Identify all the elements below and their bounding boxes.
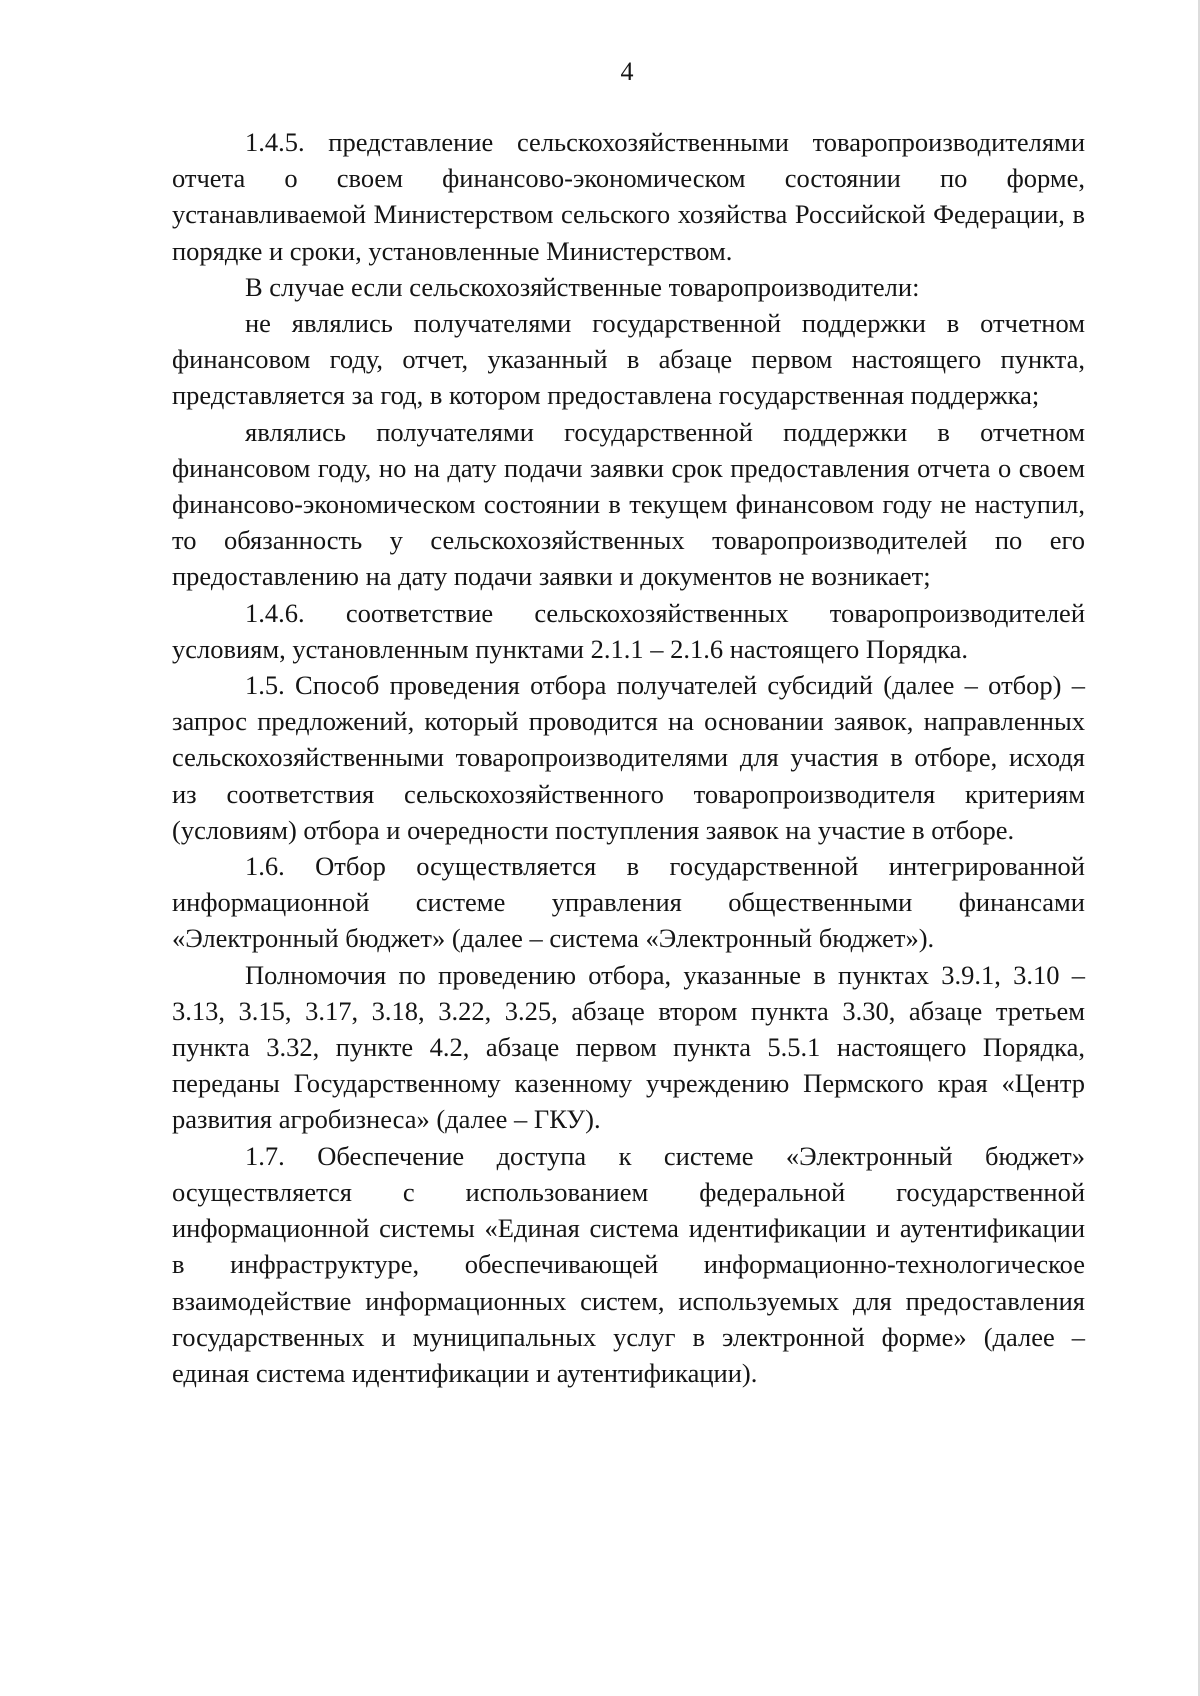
paragraph-powers: Полномочия по проведению отбора, указанные в пунктах 3.9.1, 3.10 – 3.13, 3.15, 3.17, 3.18, 3.22, 3.25, абзаце втором пункта 3.30, абзаце третьем пункта 3.32, пункте 4.2, абзаце первом пункта 5.5.1 настоящего Порядка, переданы Государственному казенному учреждению Пермского края «Центр развития агробизнеса» (далее – ГКУ).	[172, 959, 1085, 1135]
paragraph-1-4-6: 1.4.6. соответствие сельскохозяйственных товаропроизводителей условиям, установленным пунктами 2.1.1 – 2.1.6 настоящего Порядка.	[172, 597, 1085, 664]
paragraph-conditions-intro: В случае если сельскохозяйственные товаропроизводители:	[245, 271, 920, 302]
paragraph-not-recipients: не являлись получателями государственной поддержки в отчетном финансовом году, отчет, указанный в абзаце первом настоящего пункта, представляется за год, в котором предоставлена государственная поддержка;	[172, 308, 1085, 411]
paragraph-1-6: 1.6. Отбор осуществляется в государственной интегрированной информационной системе управления общественными финансами «Электронный бюджет» (далее – система «Электронный бюджет»).	[172, 851, 1085, 954]
page-number: 4	[620, 57, 634, 86]
paragraph-1-4-5: 1.4.5. представление сельскохозяйственными товаропроизводителями отчета о своем финансово-экономическом состоянии по форме, устанавливаемой Министерством сельского хозяйства Российской Федерации, в порядке и сроки, установленные Министерством.	[172, 127, 1085, 266]
paragraph-1-5: 1.5. Способ проведения отбора получателей субсидий (далее – отбор) – запрос предложений, который проводится на основании заявок, направленных сельскохозяйственными товаропроизводителями для участия в отборе, исходя из соответствия сельскохозяйственного товаропроизводителя критериям (условиям) отбора и очередности поступления заявок на участие в отборе.	[172, 670, 1085, 845]
paragraph-were-recipients: являлись получателями государственной поддержки в отчетном финансовом году, но на дату подачи заявки срок предоставления отчета о своем финансово-экономическом состоянии в текущем финансовом году не наступил, то обязанность у сельскохозяйственных товаропроизводителей по его предоставлению на дату подачи заявки и документов не возникает;	[172, 416, 1085, 592]
document-body	[172, 124, 1085, 1391]
paragraph-1-7: 1.7. Обеспечение доступа к системе «Электронный бюджет» осуществляется с использованием федеральной государственной информационной системы «Единая система идентификации и аутентификации в инфраструктуре, обеспечивающей информационно-технологическое взаимодействие информационных систем, используемых для предоставления государственных и муниципальных услуг в электронной форме» (далее – единая система идентификации и аутентификации).	[172, 1140, 1085, 1388]
